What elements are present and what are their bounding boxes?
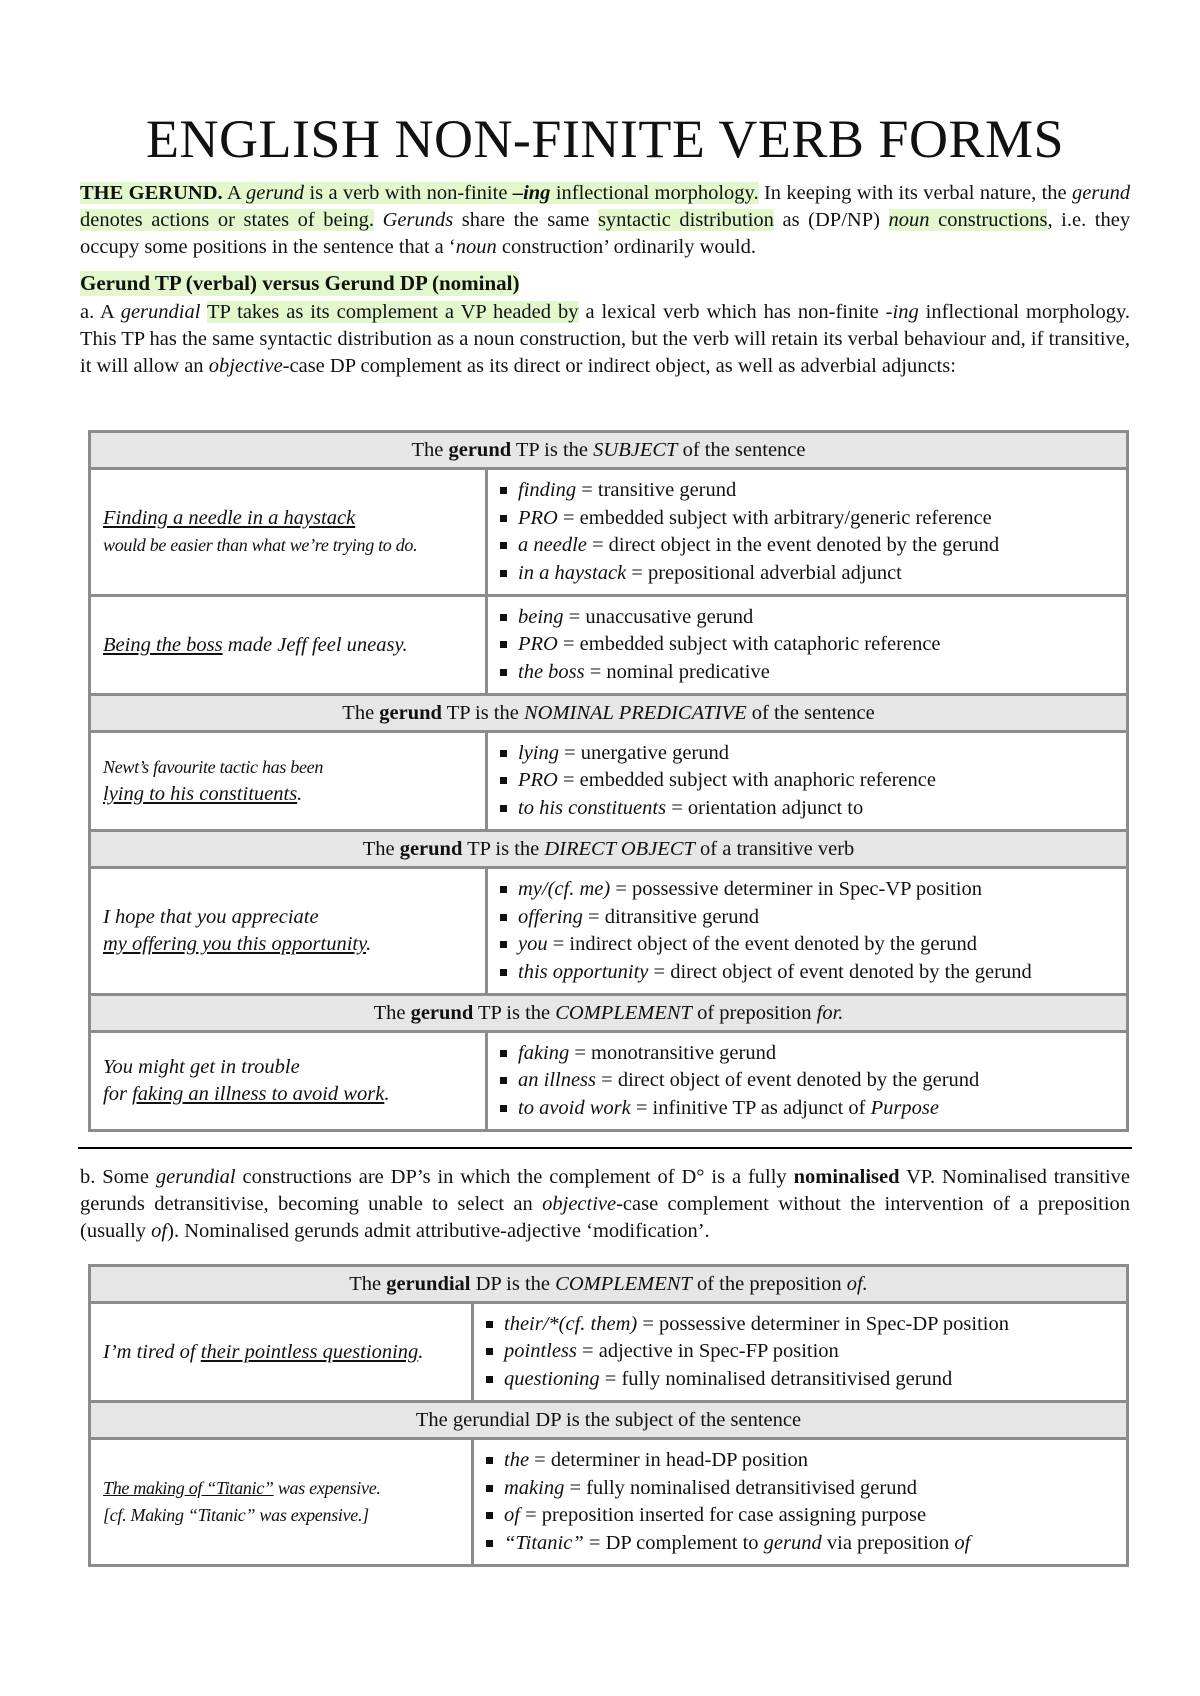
analysis-bullet: to avoid work = infinitive TP as adjunct of Purpose	[498, 1095, 1118, 1123]
example-sentence: I’m tired of their pointless questioning.	[90, 1303, 473, 1402]
analysis-bullet: you = indirect object of the event denoted by the gerund	[498, 931, 1118, 959]
example-sentence: Newt’s favourite tactic has been lying to his constituents.	[90, 732, 487, 831]
example-sentence: You might get in trouble for faking an illness to avoid work.	[90, 1032, 487, 1131]
analysis-bullet: PRO = embedded subject with anaphoric reference	[498, 767, 1118, 795]
analysis-list	[487, 469, 1128, 596]
analysis-bullet: pointless = adjective in Spec-FP position	[484, 1338, 1118, 1366]
analysis-bullet: my/(cf. me) = possessive determiner in Spec-VP position	[498, 876, 1118, 904]
section-heading: Gerund TP (verbal) versus Gerund DP (nominal)	[80, 271, 520, 295]
example-sentence: I hope that you appreciate my offering you this opportunity.	[90, 868, 487, 995]
analysis-bullet: PRO = embedded subject with arbitrary/generic reference	[498, 505, 1118, 533]
table-row	[90, 868, 1128, 995]
analysis-list	[487, 596, 1128, 695]
analysis-list	[487, 1032, 1128, 1131]
example-sentence: The making of “Titanic” was expensive. [cf. Making “Titanic” was expensive.]	[90, 1439, 473, 1566]
table-section-row: The gerund TP is the SUBJECT of the sentence	[90, 432, 1128, 469]
table-section-row: The gerund TP is the DIRECT OBJECT of a transitive verb	[90, 831, 1128, 868]
analysis-bullet: to his constituents = orientation adjunct to	[498, 795, 1118, 823]
analysis-bullet: PRO = embedded subject with cataphoric reference	[498, 631, 1118, 659]
analysis-list	[473, 1303, 1128, 1402]
analysis-bullet: the boss = nominal predicative	[498, 659, 1118, 687]
table-section-row: The gerund TP is the COMPLEMENT of preposition for.	[90, 995, 1128, 1032]
example-sentence: Finding a needle in a haystack would be easier than what we’re trying to do.	[90, 469, 487, 596]
analysis-list	[473, 1439, 1128, 1566]
table-row	[90, 1303, 1128, 1402]
analysis-bullet: an illness = direct object of event denoted by the gerund	[498, 1067, 1118, 1095]
table-section-row: The gerundial DP is the COMPLEMENT of the preposition of.	[90, 1266, 1128, 1303]
example-sentence: Being the boss made Jeff feel uneasy.	[90, 596, 487, 695]
table-row	[90, 1439, 1128, 1566]
analysis-bullet: faking = monotransitive gerund	[498, 1040, 1118, 1068]
analysis-bullet: offering = ditransitive gerund	[498, 904, 1118, 932]
analysis-bullet: “Titanic” = DP complement to gerund via preposition of	[484, 1530, 1118, 1558]
analysis-bullet: a needle = direct object in the event denoted by the gerund	[498, 532, 1118, 560]
analysis-bullet: this opportunity = direct object of event denoted by the gerund	[498, 959, 1118, 987]
table-row	[90, 469, 1128, 596]
page-title: ENGLISH NON-FINITE VERB FORMS	[145, 109, 1065, 170]
gerund-tp-table	[88, 430, 1129, 1132]
table-section-row: The gerundial DP is the subject of the sentence	[90, 1402, 1128, 1439]
analysis-bullet: of = preposition inserted for case assigning purpose	[484, 1502, 1118, 1530]
analysis-bullet: being = unaccusative gerund	[498, 604, 1118, 632]
analysis-bullet: questioning = fully nominalised detransitivised gerund	[484, 1366, 1118, 1394]
table-section-row: The gerund TP is the NOMINAL PREDICATIVE of the sentence	[90, 695, 1128, 732]
table-row	[90, 596, 1128, 695]
analysis-bullet: finding = transitive gerund	[498, 477, 1118, 505]
section-divider	[78, 1147, 1132, 1149]
paragraph-a: a. A gerundial TP takes as its complement a VP headed by a lexical verb which has non-finite -ing inflectional morphology. This TP has the same syntactic distribution as a noun construction, but the verb will retain its verbal behaviour and, if transitive, it will allow an objective-case DP complement as its direct or indirect object, as well as adverbial adjuncts:	[80, 301, 1130, 377]
analysis-bullet: their/*(cf. them) = possessive determiner in Spec-DP position	[484, 1311, 1118, 1339]
analysis-bullet: making = fully nominalised detransitivised gerund	[484, 1475, 1118, 1503]
intro-label-highlight: THE GERUND. A gerund is a verb with non-finite –ing inflectional morphology.	[80, 182, 759, 204]
analysis-bullet: the = determiner in head-DP position	[484, 1447, 1118, 1475]
paragraph-b: b. Some gerundial constructions are DP’s in which the complement of D° is a fully nominalised VP. Nominalised transitive gerunds detransitivise, becoming unable to select an objective-case complement without the intervention of a preposition (usually of). Nominalised gerunds admit attributive-adjective ‘modification’.	[80, 1166, 1131, 1242]
gerundial-dp-table	[88, 1264, 1129, 1567]
analysis-bullet: lying = unergative gerund	[498, 740, 1118, 768]
gerund-intro-paragraph: THE GERUND. A gerund is a verb with non-finite –ing inflectional morphology. In keeping with its verbal nature, the gerund denotes actions or states of being. Gerunds share the same syntactic distribution as (DP/NP) noun constructions, i.e. they occupy some positions in the sentence that a ‘noun construction’ ordinarily would.	[80, 182, 1131, 258]
table-row	[90, 732, 1128, 831]
analysis-list	[487, 868, 1128, 995]
analysis-list	[487, 732, 1128, 831]
table-row	[90, 1032, 1128, 1131]
analysis-bullet: in a haystack = prepositional adverbial adjunct	[498, 560, 1118, 588]
